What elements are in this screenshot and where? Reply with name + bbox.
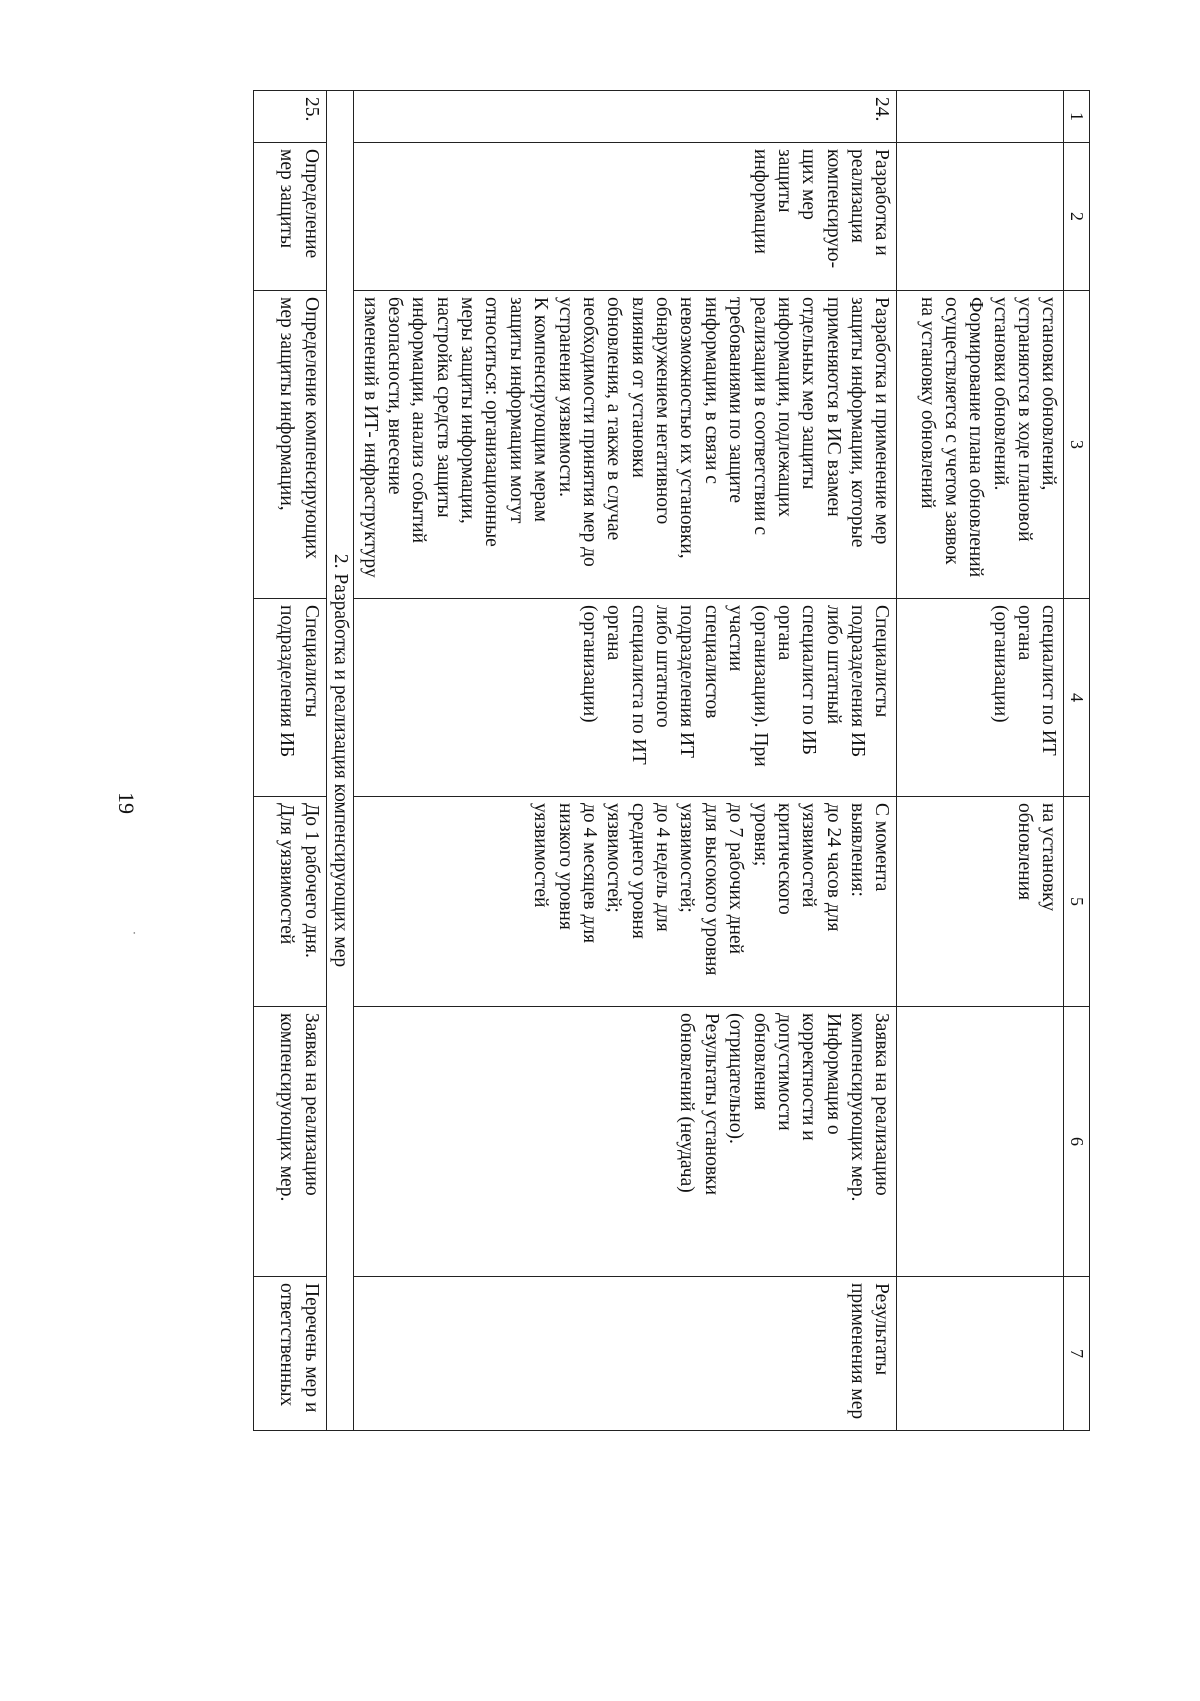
header-col-7: 7 (1064, 1277, 1090, 1431)
table-row-25 (253, 91, 326, 1431)
cell-stage: Определение мер защиты (253, 143, 326, 291)
table-row-continuation (897, 91, 1064, 1431)
cell-deadline: С момента выявления: до 24 часов для уязвимостей критического уровня; до 7 рабочих дней для высокого уровня уязвимостей; до 4 недель для среднего уровня уязвимостей; до 4 месяцев для низкого уровня уязвимостей (354, 797, 897, 1007)
cell-number: 24. (354, 91, 897, 143)
cell-output (897, 1277, 1064, 1431)
cell-input (897, 1007, 1064, 1277)
cell-responsible: специалист по ИТ органа (организации) (897, 599, 1064, 797)
cell-stage (897, 143, 1064, 291)
header-col-4: 4 (1064, 599, 1090, 797)
cell-description: установки обновлений, устраняются в ходе плановой установки обновлений. Формирование плана обновлений осуществляется с учетом заявок на установку обновлений (897, 291, 1064, 599)
table-section-row (326, 91, 353, 1431)
cell-output: Результаты применения мер (354, 1277, 897, 1431)
cell-stage: Разработка и реализация компенсирую- щих мер защиты информации (354, 143, 897, 291)
cell-input: Заявка на реализацию компенсирующих мер. Информация о корректности и допустимости обновления (отрицательно). Результаты установки обновлений (неудача) (354, 1007, 897, 1277)
cell-description: Разработка и применение мер защиты информации, которые применяются в ИС взамен отдельных мер защиты информации, подлежащих реализации в соответствии с требованиями по защите информации, в связи с невозможностью их установки, обнаружением негативного влияния от установки обновления, а также в случае необходимости принятия мер до устранения уязвимости. К компенсирующим мерам защиты информации могут относиться: организационные меры защиты информации, настройка средств защиты информации, анализ событий безопасности, внесение изменений в ИТ- инфраструктуру (354, 291, 897, 599)
header-col-2: 2 (1064, 143, 1090, 291)
header-col-3: 3 (1064, 291, 1090, 599)
header-col-5: 5 (1064, 797, 1090, 1007)
cell-input: Заявка на реализацию компенсирующих мер. (253, 1007, 326, 1277)
cell-number (897, 91, 1064, 143)
vulnerability-process-table (253, 90, 1090, 1431)
cell-responsible: Специалисты подразделения ИБ (253, 599, 326, 797)
cell-description: Определение компенсирующих мер защиты информации, (253, 291, 326, 599)
section-title: 2. Разработка и реализация компенсирующих мер (326, 91, 353, 1431)
table-row-24 (354, 91, 897, 1431)
cell-output: Перечень мер и ответственных (253, 1277, 326, 1431)
rotated-table-container (170, 90, 1090, 1430)
cell-deadline: До 1 рабочего дня. Для уязвимостей (253, 797, 326, 1007)
header-col-1: 1 (1064, 91, 1090, 143)
page-number: 19 (114, 792, 139, 814)
header-col-6: 6 (1064, 1007, 1090, 1277)
cell-number: 25. (253, 91, 326, 143)
scan-artifact: · (125, 930, 141, 936)
cell-responsible: Специалисты подразделения ИБ либо штатный специалист по ИБ органа (организации). При участии специалистов подразделения ИТ либо штатного специалиста по ИТ органа (организации) (354, 599, 897, 797)
cell-deadline: на установку обновления (897, 797, 1064, 1007)
table-header-row (1064, 91, 1090, 1431)
